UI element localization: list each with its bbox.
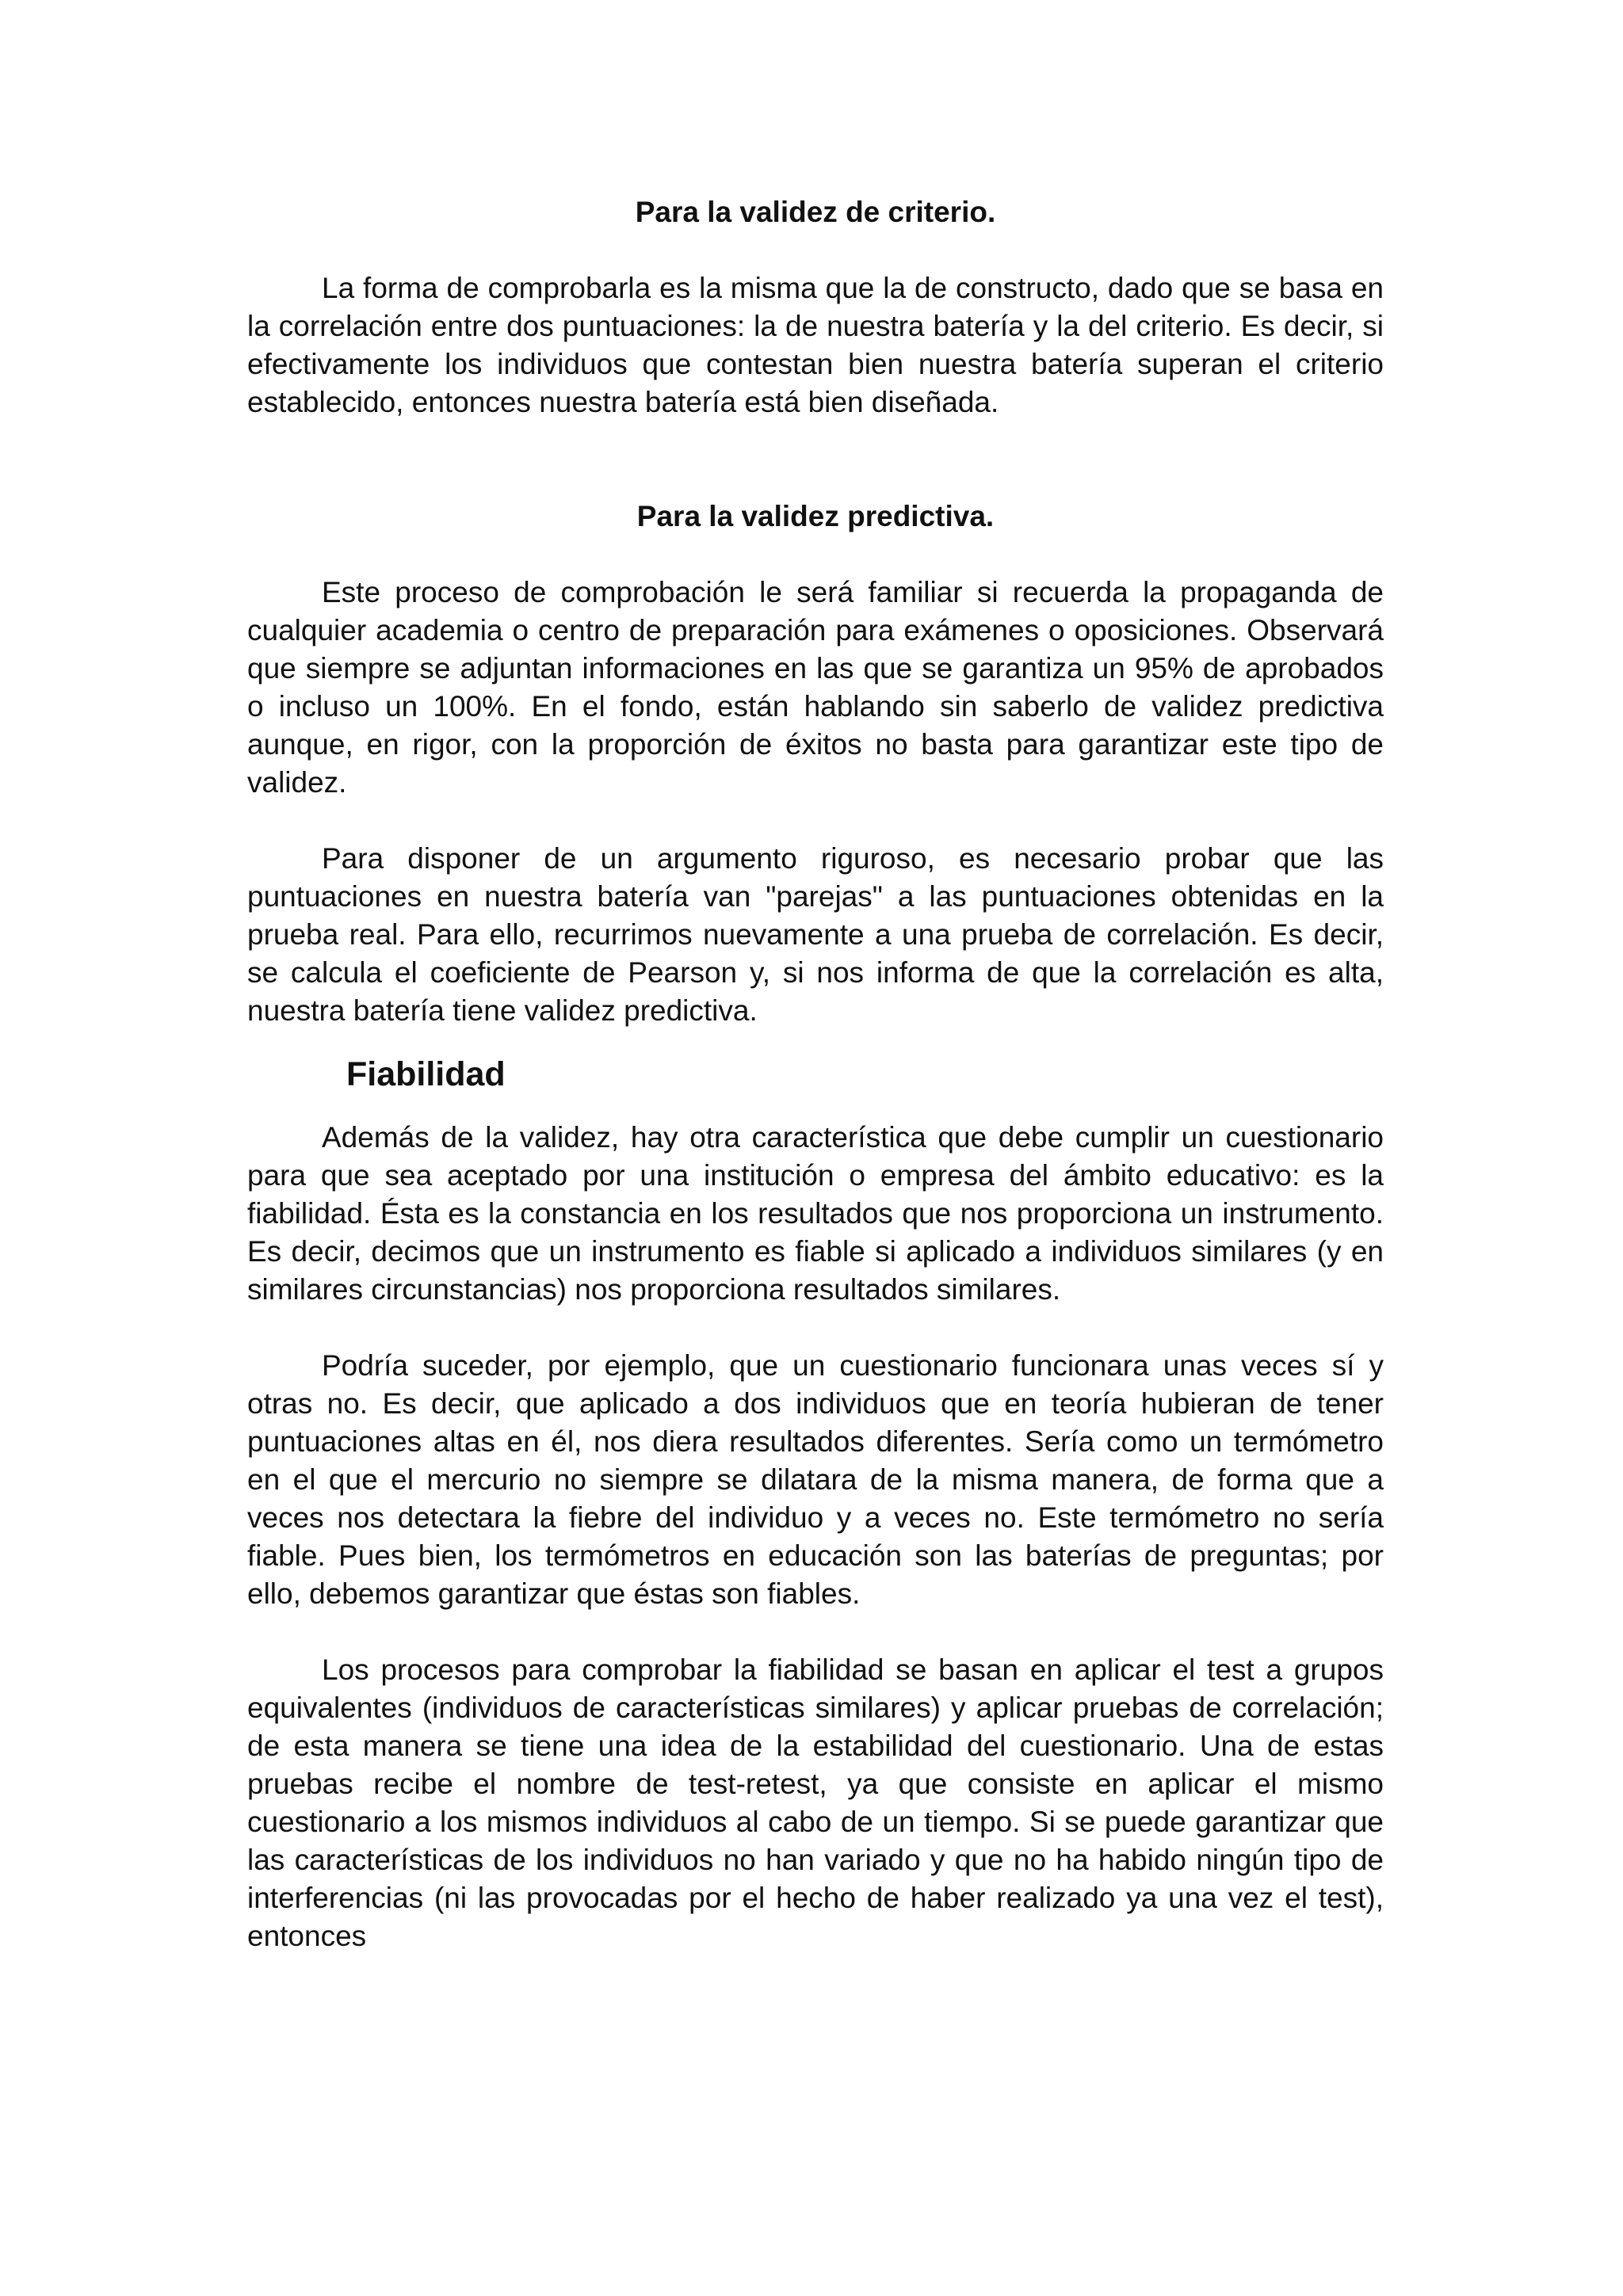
paragraph-predictiva-2: Para disponer de un argumento riguroso, es necesario probar que las puntuaciones en nuestra batería van "parejas" a las puntuaciones obtenidas en la prueba real. Para ello, recurrimos nuevamente a una prueba de correlación. Es decir, se calcula el coeficiente de Pearson y, si nos informa de que la correlación es alta, nuestra batería tiene validez predictiva.: [247, 842, 1384, 1027]
paragraph-fiabilidad-2: Podría suceder, por ejemplo, que un cuestionario funcionara unas veces sí y otras no. Es decir, que aplicado a dos individuos que en teoría hubieran de tener puntuaciones altas en él, nos diera resultados diferentes. Sería como un termómetro en el que el mercurio no siempre se dilatara de la misma manera, de forma que a veces nos detectara la fiebre del individuo y a veces no. Este termómetro no sería fiable. Pues bien, los termómetros en educación son las baterías de preguntas; por ello, debemos garantizar que éstas son fiables.: [247, 1349, 1384, 1610]
paragraph-fiabilidad-1: Además de la validez, hay otra característica que debe cumplir un cuestionario para que sea aceptado por una institución o empresa del ámbito educativo: es la fiabilidad. Ésta es la constancia en los resultados que nos proporciona un instrumento. Es decir, decimos que un instrumento es fiable si aplicado a individuos similares (y en similares circunstancias) nos proporciona resultados similares.: [247, 1121, 1384, 1306]
paragraph-criterio-1: La forma de comprobarla es la misma que la de constructo, dado que se basa en la correlación entre dos puntuaciones: la de nuestra batería y la del criterio. Es decir, si efectivamente los individuos que contestan bien nuestra batería superan el criterio establecido, entonces nuestra batería está bien diseñada.: [247, 272, 1384, 418]
paragraph-fiabilidad-3: Los procesos para comprobar la fiabilidad se basan en aplicar el test a grupos equivalentes (individuos de características similares) y aplicar pruebas de correlación; de esta manera se tiene una idea de la estabilidad del cuestionario. Una de estas pruebas recibe el nombre de test-retest, ya que consiste en aplicar el mismo cuestionario a los mismos individuos al cabo de un tiempo. Si se puede garantizar que las características de los individuos no han variado y que no ha habido ningún tipo de interferencias (ni las provocadas por el hecho de haber realizado ya una vez el test), entonces: [247, 1653, 1384, 1952]
heading-fiabilidad: Fiabilidad: [346, 1055, 506, 1093]
heading-validez-criterio: Para la validez de criterio.: [635, 196, 996, 228]
heading-validez-predictiva: Para la validez predictiva.: [636, 500, 995, 532]
paragraph-predictiva-1: Este proceso de comprobación le será familiar si recuerda la propaganda de cualquier academia o centro de preparación para exámenes o oposiciones. Observará que siempre se adjuntan informaciones en las que se garantiza un 95% de aprobados o incluso un 100%. En el fondo, están hablando sin saberlo de validez predictiva aunque, en rigor, con la proporción de éxitos no basta para garantizar este tipo de validez.: [247, 576, 1384, 799]
page-content: [247, 193, 1384, 1955]
